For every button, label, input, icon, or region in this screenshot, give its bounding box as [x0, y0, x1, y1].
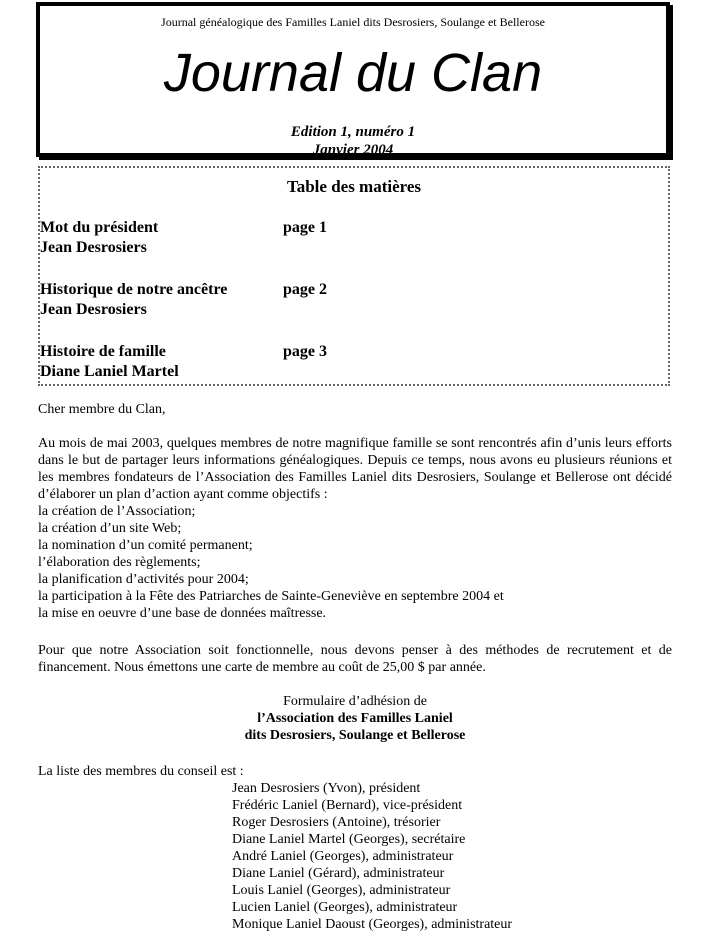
edition-block: [40, 123, 666, 159]
council-member: Roger Desrosiers (Antoine), trésorier: [232, 815, 441, 830]
council-member: Monique Laniel Daoust (Georges), administrateur: [232, 917, 513, 932]
objective-item: la planification d’activités pour 2004;: [38, 572, 249, 587]
toc-entry-title: Mot du président: [40, 219, 159, 236]
masthead-subtitle: Journal généalogique des Familles Laniel dits Desrosiers, Soulange et Bellerose: [161, 15, 545, 29]
form-line-2: l’Association des Familles Laniel: [257, 711, 453, 726]
form-line-1: Formulaire d’adhésion de: [283, 694, 427, 709]
toc-entry-author: Jean Desrosiers: [40, 239, 147, 256]
council-member: Louis Laniel (Georges), administrateur: [232, 883, 451, 898]
toc-entry[interactable]: [40, 280, 327, 320]
council-member: Jean Desrosiers (Yvon), président: [232, 781, 421, 796]
letter-paragraph-2: Pour que notre Association soit fonctionnelle, nous devons penser à des méthodes de recrutement et de financement. Nous émettons une carte de membre au coût de 25,00 $ par année.: [38, 643, 672, 675]
objective-item: l’élaboration des règlements;: [38, 555, 201, 570]
membership-form-heading: [38, 693, 672, 744]
objective-item: la participation à la Fête des Patriarches de Sainte-Geneviève en septembre 2004 et: [38, 589, 504, 604]
toc-entry-author: Jean Desrosiers: [40, 301, 147, 318]
edition-date: Janvier 2004: [312, 142, 394, 158]
form-line-3: dits Desrosiers, Soulange et Bellerose: [244, 728, 466, 743]
toc-heading: Table des matières: [286, 177, 422, 196]
council-member: Lucien Laniel (Georges), administrateur: [232, 900, 458, 915]
toc-entry-title: Historique de notre ancêtre: [40, 281, 228, 298]
objectives-list: [38, 503, 672, 622]
council-member: Diane Laniel Martel (Georges), secrétaire: [232, 832, 466, 847]
toc-entry-author: Diane Laniel Martel: [40, 363, 179, 380]
letter-greeting: Cher membre du Clan,: [38, 402, 166, 417]
toc-entry[interactable]: [40, 218, 327, 258]
edition-number: Edition 1, numéro 1: [290, 124, 416, 140]
toc-entry[interactable]: [40, 342, 327, 382]
masthead-box: [36, 2, 670, 157]
toc-entry-page: page 1: [283, 219, 327, 236]
toc-entry-page: page 2: [283, 281, 327, 298]
objective-item: la création de l’Association;: [38, 504, 196, 519]
council-member: Frédéric Laniel (Bernard), vice-président: [232, 798, 463, 813]
council-member: André Laniel (Georges), administrateur: [232, 849, 454, 864]
council-member: Diane Laniel (Gérard), administrateur: [232, 866, 445, 881]
toc-entry-title: Histoire de famille: [40, 343, 166, 360]
letter-paragraph-1: Au mois de mai 2003, quelques membres de notre magnifique famille se sont rencontrés afin d’unis leurs efforts dans le but de partager leurs informations généalogiques. Depuis ce temps, nous avons eu plusieurs réunions et les membres fondateurs de l’Association des Familles Laniel dits Desrosiers, Soulange et Bellerose ont décidé d’élaborer un plan d’action ayant comme objectifs :: [38, 436, 672, 502]
journal-title: Journal du Clan: [163, 43, 543, 103]
objective-item: la mise en oeuvre d’une base de données maîtresse.: [38, 606, 327, 621]
objective-item: la nomination d’un comité permanent;: [38, 538, 253, 553]
council-intro: La liste des membres du conseil est :: [38, 764, 244, 779]
toc-entry-page: page 3: [283, 343, 327, 360]
objective-item: la création d’un site Web;: [38, 521, 182, 536]
table-of-contents: [38, 166, 670, 386]
council-members-list: [232, 780, 512, 933]
